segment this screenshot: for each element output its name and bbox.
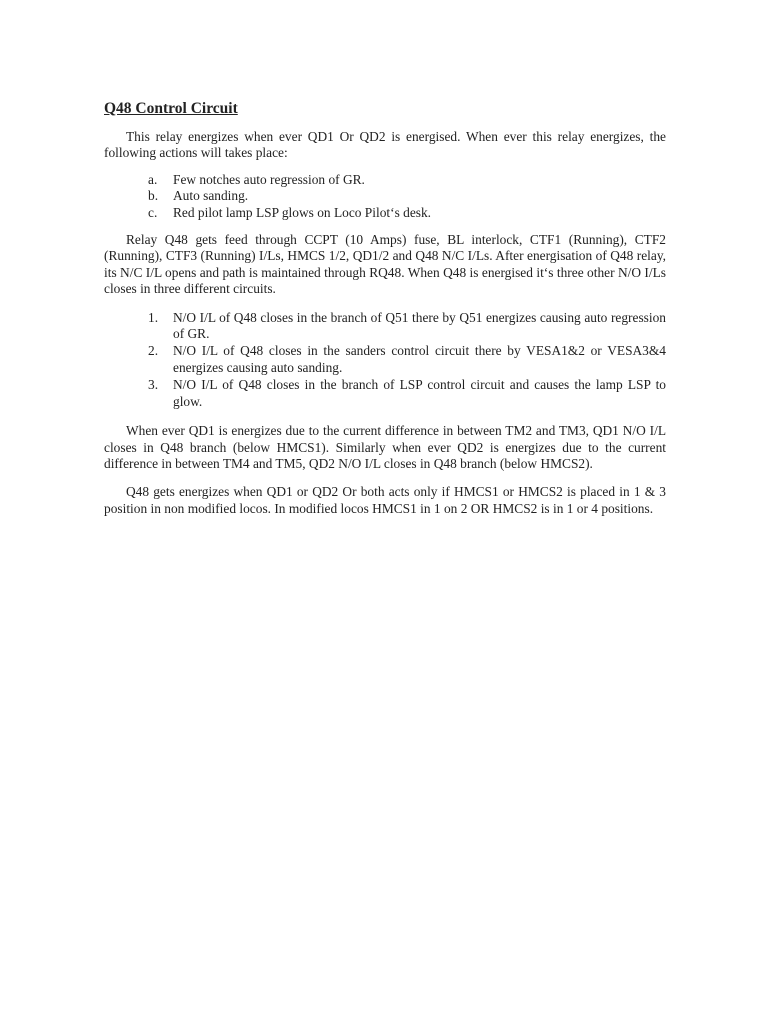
list-item (104, 343, 666, 376)
list-item-text: Auto sanding. (173, 188, 249, 204)
actions-list (104, 172, 666, 221)
qd-paragraph: When ever QD1 is energizes due to the current difference in between TM2 and TM3, QD1 N/O I/L closes in Q48 branch (below HMCS1). Similarly when ever QD2 is energizes due to the current difference in between TM4 and TM5, QD2 N/O I/L closes in Q48 branch (below HMCS2). (104, 423, 666, 471)
intro-paragraph: This relay energizes when ever QD1 Or QD2 is energised. When ever this relay energizes, the following actions will takes place: (104, 129, 666, 161)
list-item (104, 310, 666, 343)
list-marker: b. (148, 188, 159, 204)
list-item-text: N/O I/L of Q48 closes in the branch of Q51 there by Q51 energizes causing auto regression of GR. (173, 309, 666, 342)
list-item (104, 205, 666, 221)
list-marker: 2. (148, 343, 159, 359)
list-item-text: Few notches auto regression of GR. (173, 171, 365, 187)
feed-paragraph: Relay Q48 gets feed through CCPT (10 Amps) fuse, BL interlock, CTF1 (Running), CTF2 (Running), CTF3 (Running) I/Ls, HMCS 1/2, QD1/2 and Q48 N/C I/Ls. After energisation of Q48 relay, its N/C I/L opens and path is maintained through RQ48. When Q48 is energised it‘s three other N/O I/Ls closes in three different circuits. (104, 232, 666, 297)
hmcs-paragraph: Q48 gets energizes when QD1 or QD2 Or both acts only if HMCS1 or HMCS2 is placed in 1 & 3 position in non modified locos. In modified locos HMCS1 in 1 on 2 OR HMCS2 is in 1 or 4 positions. (104, 484, 666, 516)
list-marker: c. (148, 204, 158, 220)
list-marker: 3. (148, 377, 159, 393)
list-marker: a. (148, 171, 158, 187)
document-page (104, 100, 666, 527)
list-item-text: N/O I/L of Q48 closes in the branch of LSP control circuit and causes the lamp LSP to glow. (173, 377, 666, 409)
list-marker: 1. (148, 309, 159, 325)
list-item (104, 188, 666, 204)
list-item (104, 172, 666, 188)
document-title: Q48 Control Circuit (104, 100, 238, 117)
list-item (104, 377, 666, 410)
list-item-text: Red pilot lamp LSP glows on Loco Pilot‘s desk. (173, 204, 432, 220)
list-item-text: N/O I/L of Q48 closes in the sanders control circuit there by VESA1&2 or VESA3&4 energizes causing auto sanding. (173, 343, 666, 375)
circuits-list (104, 310, 666, 410)
